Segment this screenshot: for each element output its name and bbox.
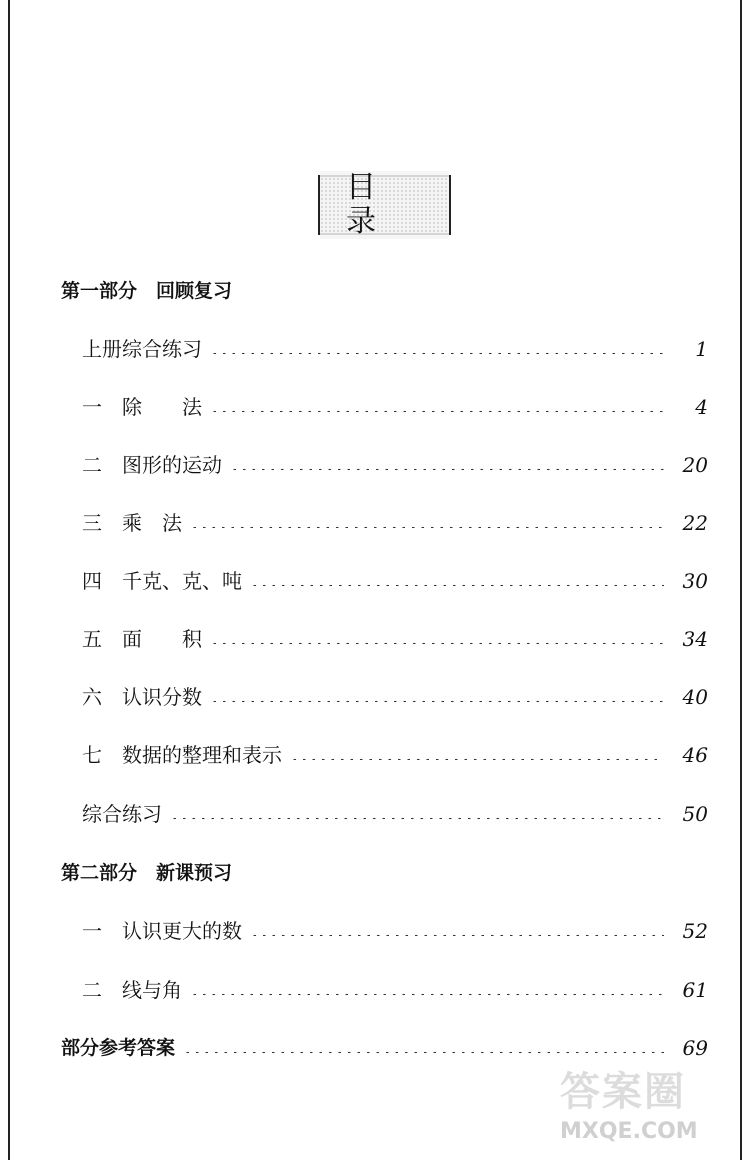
toc-entry-label: 一 除 法 bbox=[82, 395, 202, 419]
toc-page-number: 34 bbox=[682, 627, 708, 651]
toc-entry-label: 上册综合练习 bbox=[82, 337, 202, 361]
dot-leader bbox=[230, 450, 664, 480]
part-heading-2 bbox=[61, 858, 232, 888]
toc-entry-label: 二 线与角 bbox=[82, 978, 182, 1002]
watermark-site: MXQE.COM bbox=[560, 1119, 698, 1144]
toc-page-number: 1 bbox=[695, 337, 708, 361]
part-heading-label: 第一部分 回顾复习 bbox=[61, 280, 233, 302]
toc-entry[interactable] bbox=[82, 566, 708, 596]
dot-leader bbox=[183, 1033, 664, 1063]
part-heading-label: 第二部分 新课预习 bbox=[61, 862, 233, 884]
toc-entry[interactable] bbox=[82, 740, 708, 770]
part-heading-1 bbox=[61, 276, 232, 306]
watermark bbox=[560, 1060, 740, 1150]
toc-page-number: 46 bbox=[682, 743, 708, 767]
answers-label: 部分参考答案 bbox=[61, 1037, 176, 1059]
toc-entry[interactable] bbox=[82, 975, 708, 1005]
dot-leader bbox=[250, 916, 664, 946]
toc-entry-label: 五 面 积 bbox=[82, 627, 202, 651]
toc-title-box bbox=[318, 170, 451, 239]
toc-entry[interactable] bbox=[82, 799, 708, 829]
toc-entry[interactable] bbox=[82, 392, 708, 422]
dot-leader bbox=[210, 682, 664, 712]
toc-entry-label: 六 认识分数 bbox=[82, 685, 202, 709]
toc-page-number: 20 bbox=[682, 453, 708, 477]
answers-entry[interactable] bbox=[61, 1033, 708, 1063]
dot-leader bbox=[250, 566, 664, 596]
toc-entry[interactable] bbox=[82, 916, 708, 946]
toc-page-number: 22 bbox=[682, 511, 708, 535]
dot-leader bbox=[210, 392, 664, 422]
toc-entry[interactable] bbox=[82, 624, 708, 654]
toc-entry-label: 二 图形的运动 bbox=[82, 453, 222, 477]
toc-page-number: 4 bbox=[695, 395, 708, 419]
toc-entry-label: 四 千克、克、吨 bbox=[82, 569, 242, 593]
toc-entry[interactable] bbox=[82, 682, 708, 712]
dot-leader bbox=[210, 624, 664, 654]
dot-leader bbox=[190, 508, 664, 538]
toc-entry-label: 综合练习 bbox=[82, 802, 162, 826]
watermark-logo: 答案圈 bbox=[560, 1069, 686, 1115]
toc-page-number: 52 bbox=[682, 919, 708, 943]
toc-entry[interactable] bbox=[82, 334, 708, 364]
dot-leader bbox=[170, 799, 664, 829]
toc-page-number: 40 bbox=[682, 685, 708, 709]
answers-page-number: 69 bbox=[682, 1036, 708, 1060]
toc-entry[interactable] bbox=[82, 508, 708, 538]
toc-entry-label: 三 乘 法 bbox=[82, 511, 182, 535]
dot-leader bbox=[290, 740, 664, 770]
toc-page-number: 61 bbox=[682, 978, 708, 1002]
dot-leader bbox=[190, 975, 664, 1005]
toc-page-number: 50 bbox=[682, 802, 708, 826]
toc-entry[interactable] bbox=[82, 450, 708, 480]
toc-title: 目录 bbox=[320, 171, 449, 239]
toc-entry-label: 七 数据的整理和表示 bbox=[82, 743, 282, 767]
toc-entry-label: 一 认识更大的数 bbox=[82, 919, 242, 943]
toc-page-number: 30 bbox=[682, 569, 708, 593]
dot-leader bbox=[210, 334, 664, 364]
